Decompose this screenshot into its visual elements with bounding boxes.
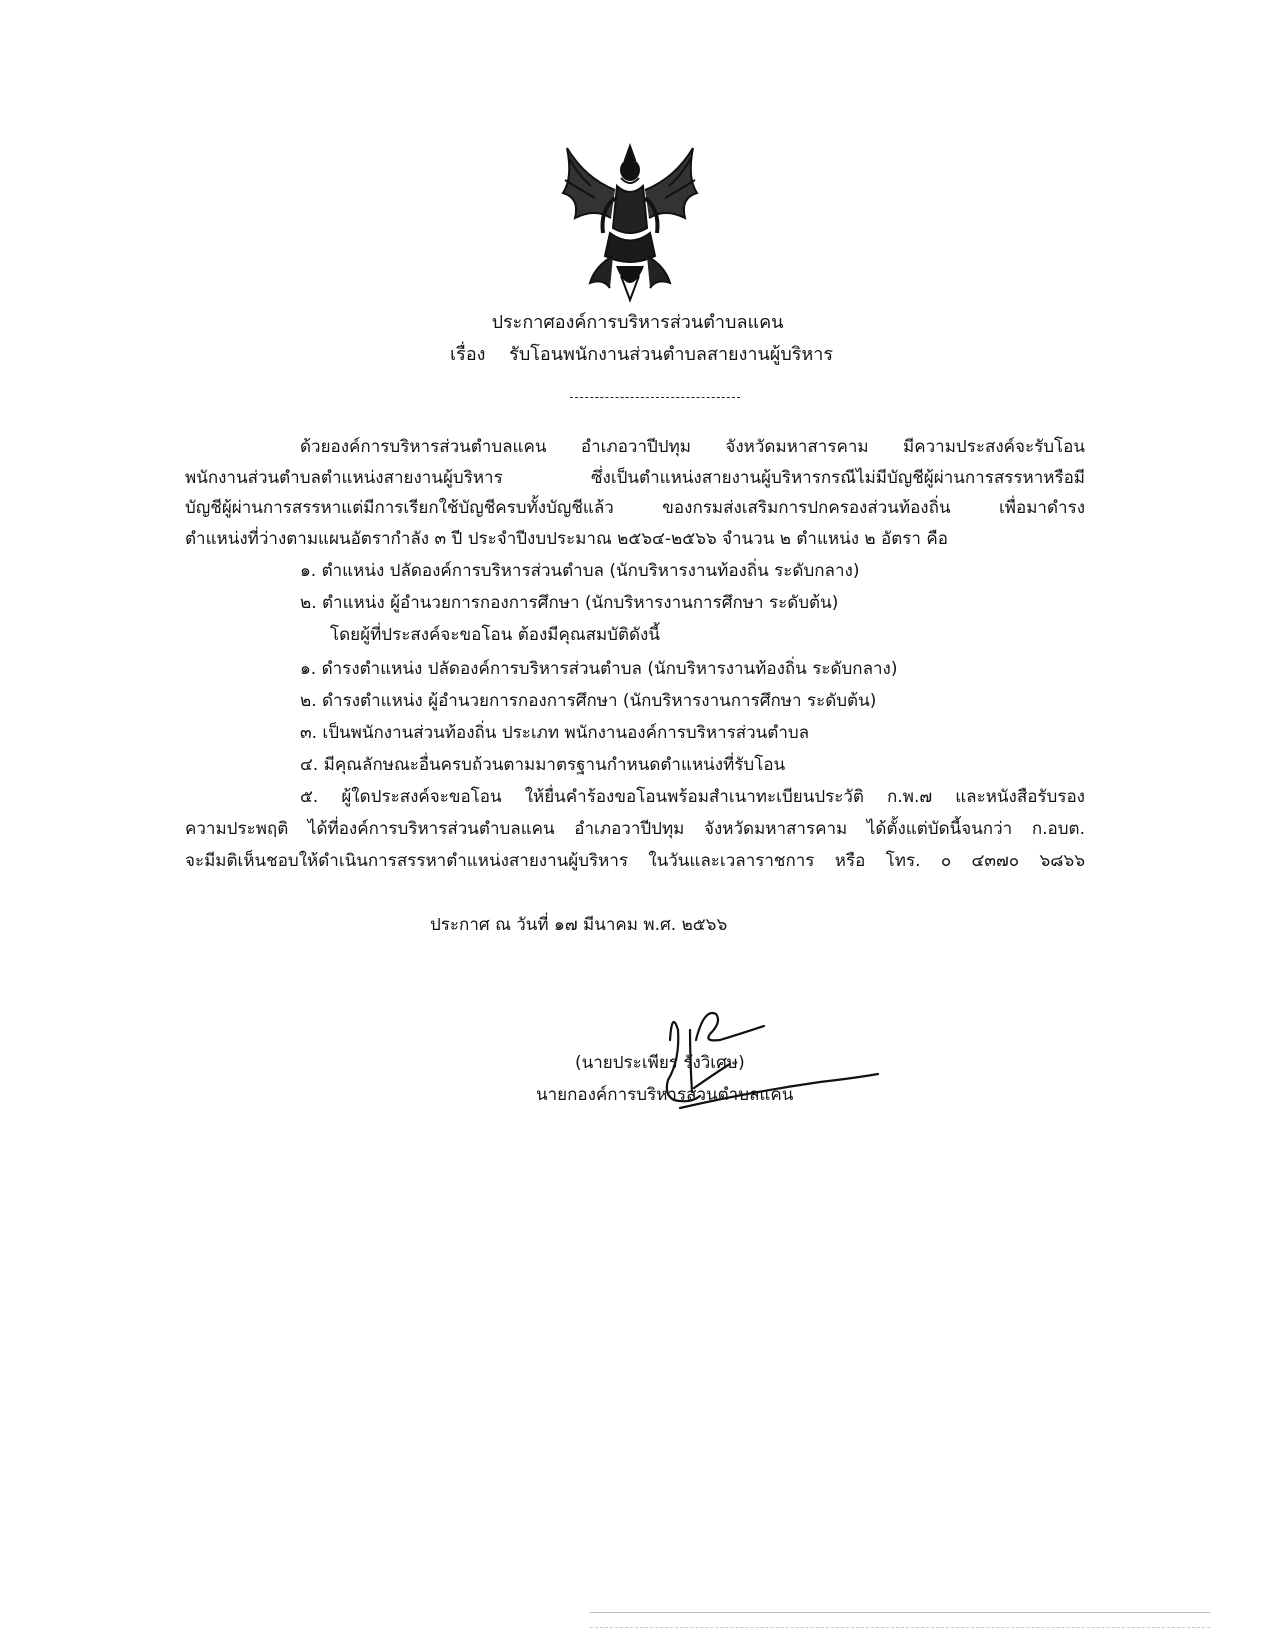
qualification-item: ๑. ดำรงตำแหน่ง ปลัดองค์การบริหารส่วนตำบล (นักบริหารงานท้องถิ่น ระดับกลาง) [300,659,898,679]
garuda-emblem-icon [555,138,705,303]
paragraph-line: พนักงานส่วนตำบลตำแหน่งสายงานผู้บริหาร ซึ่งเป็นตำแหน่งสายงานผู้บริหารกรณีไม่มีบัญชีผู้ผ่านการสรรหาหรือมี [185,468,1085,488]
qualification-item: ๔. มีคุณลักษณะอื่นครบถ้วนตามมาตรฐานกำหนดตำแหน่งที่รับโอน [300,755,786,775]
qualification-intro: โดยผู้ที่ประสงค์จะขอโอน ต้องมีคุณสมบัติดังนี้ [330,625,660,645]
paragraph-line: บัญชีผู้ผ่านการสรรหาแต่มีการเรียกใช้บัญชีครบทั้งบัญชีแล้ว ของกรมส่งเสริมการปกครองส่วนท้องถิ่น เพื่อมาดำรง [185,498,1085,518]
qualification-item: ๒. ดำรงตำแหน่ง ผู้อำนวยการกองการศึกษา (นักบริหารงานการศึกษา ระดับต้น) [300,691,877,711]
header-divider [570,397,740,398]
subject-text: รับโอนพนักงานส่วนตำบลสายงานผู้บริหาร [509,344,834,365]
announcement-date: ประกาศ ณ วันที่ ๑๗ มีนาคม พ.ศ. ๒๕๖๖ [430,915,728,935]
subject-label: เรื่อง [450,344,486,365]
paragraph-line: ตำแหน่งที่ว่างตามแผนอัตรากำลัง ๓ ปี ประจำปีงบประมาณ ๒๕๖๔-๒๕๖๖ จำนวน ๒ ตำแหน่ง ๒ อัตรา คือ [185,529,948,549]
announcement-subject [450,344,833,366]
application-line: จะมีมติเห็นชอบให้ดำเนินการสรรหาตำแหน่งสายงานผู้บริหาร ในวันและเวลาราชการ หรือ โทร. ๐ ๔๓๗๐ ๖๘๖๖ [185,851,1085,871]
position-item: ๑. ตำแหน่ง ปลัดองค์การบริหารส่วนตำบล (นักบริหารงานท้องถิ่น ระดับกลาง) [300,561,860,581]
scan-edge-line [590,1627,1210,1628]
announcement-title: ประกาศองค์การบริหารส่วนตำบลแคน [491,312,784,333]
application-line: ๕. ผู้ใดประสงค์จะขอโอน ให้ยื่นคำร้องขอโอนพร้อมสำเนาทะเบียนประวัติ ก.พ.๗ และหนังสือรับรอง [300,787,1085,807]
paragraph-line: ด้วยองค์การบริหารส่วนตำบลแคน อำเภอวาปีปทุม จังหวัดมหาสารคาม มีความประสงค์จะรับโอน [300,437,1085,457]
position-item: ๒. ตำแหน่ง ผู้อำนวยการกองการศึกษา (นักบริหารงานการศึกษา ระดับต้น) [300,593,839,613]
signatory-name: (นายประเพียร รังวิเศษ) [575,1053,745,1073]
application-line: ความประพฤติ ได้ที่องค์การบริหารส่วนตำบลแคน อำเภอวาปีปทุม จังหวัดมหาสารคาม ได้ตั้งแต่บัดนี้จนกว่า ก.อบต. [185,819,1085,839]
qualification-item: ๓. เป็นพนักงานส่วนท้องถิ่น ประเภท พนักงานองค์การบริหารส่วนตำบล [300,723,810,743]
scan-edge-line [590,1612,1210,1613]
signatory-title: นายกองค์การบริหารส่วนตำบลแคน [536,1085,794,1105]
